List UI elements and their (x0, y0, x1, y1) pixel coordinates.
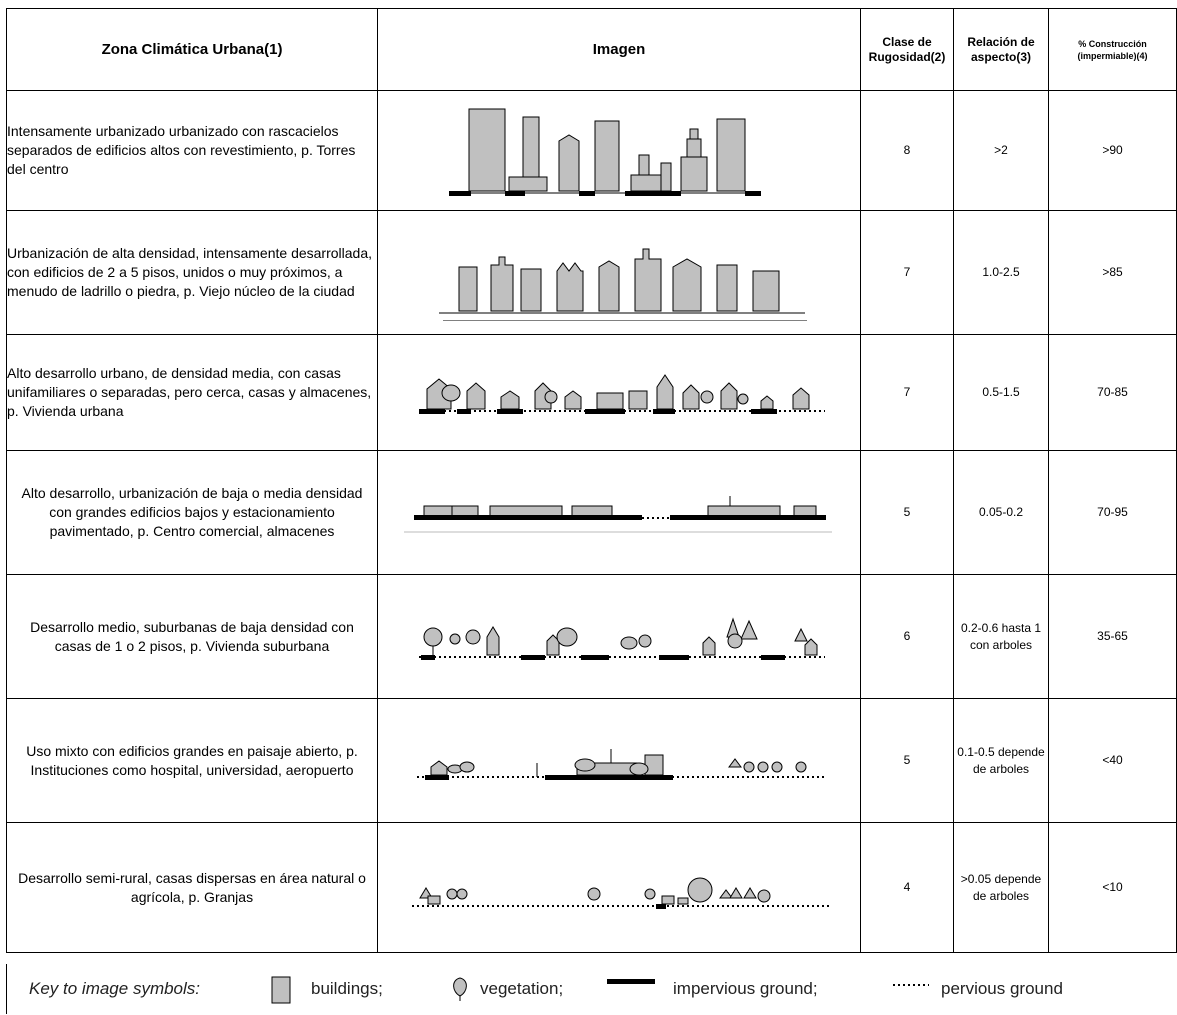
key-label: Key to image symbols: (29, 979, 201, 998)
zone-description: Desarrollo semi-rural, casas dispersas en área natural o agrícola, p. Granjas (7, 823, 378, 953)
suburban-illustration (378, 575, 861, 699)
vegetation-symbol-icon (450, 974, 470, 1002)
construction-percent: <40 (1049, 699, 1177, 823)
aspect-ratio: 0.2-0.6 hasta 1 con arboles (954, 575, 1049, 699)
urban-climate-zone-table (6, 8, 1177, 953)
tall-towers-illustration (378, 91, 861, 211)
construction-percent: <10 (1049, 823, 1177, 953)
key-impervious: impervious ground; (673, 979, 818, 998)
header-zone: Zona Climática Urbana(1) (7, 9, 378, 91)
zone-description: Intensamente urbanizado urbanizado con rascacielos separados de edificios altos con revestimiento, p. Torres del centro (7, 91, 378, 211)
construction-percent: 70-95 (1049, 451, 1177, 575)
table-row (7, 699, 1177, 823)
table-row (7, 211, 1177, 335)
dense-midrise-illustration (378, 211, 861, 335)
roughness-class: 7 (861, 211, 954, 335)
table-row (7, 451, 1177, 575)
table-row (7, 823, 1177, 953)
zone-description: Urbanización de alta densidad, intensamente desarrollada, con edificios de 2 a 5 pisos, unidos o muy próximos, a menudo de ladrillo o piedra, p. Viejo núcleo de la ciudad (7, 211, 378, 335)
key-vegetation: vegetation; (480, 979, 564, 998)
roughness-class: 4 (861, 823, 954, 953)
construction-percent: >90 (1049, 91, 1177, 211)
pervious-ground-icon (893, 982, 933, 988)
lowrise-commercial-illustration (378, 451, 861, 575)
header-image: Imagen (378, 9, 861, 91)
roughness-class: 7 (861, 335, 954, 451)
roughness-class: 5 (861, 699, 954, 823)
impervious-ground-icon (607, 978, 657, 986)
header-row (7, 9, 1177, 91)
table-row (7, 575, 1177, 699)
aspect-ratio: >0.05 depende de arboles (954, 823, 1049, 953)
semi-rural-illustration (378, 823, 861, 953)
table-row (7, 91, 1177, 211)
image-symbol-key (6, 964, 1177, 1014)
houses-illustration (378, 335, 861, 451)
header-construction: % Construcción (impermiable)(4) (1049, 9, 1177, 91)
zone-description: Alto desarrollo, urbanización de baja o media densidad con grandes edificios bajos y estacionamiento pavimentado, p. Centro comercial, almacenes (7, 451, 378, 575)
aspect-ratio: 0.05-0.2 (954, 451, 1049, 575)
table-row (7, 335, 1177, 451)
key-pervious: pervious ground (941, 979, 1063, 998)
construction-percent: 70-85 (1049, 335, 1177, 451)
aspect-ratio: 1.0-2.5 (954, 211, 1049, 335)
aspect-ratio: 0.1-0.5 depende de arboles (954, 699, 1049, 823)
aspect-ratio: 0.5-1.5 (954, 335, 1049, 451)
roughness-class: 5 (861, 451, 954, 575)
zone-description: Uso mixto con edificios grandes en paisaje abierto, p. Instituciones como hospital, universidad, aeropuerto (7, 699, 378, 823)
roughness-class: 8 (861, 91, 954, 211)
mixed-use-illustration (378, 699, 861, 823)
construction-percent: >85 (1049, 211, 1177, 335)
building-symbol-icon (271, 976, 291, 1004)
zone-description: Alto desarrollo urbano, de densidad media, con casas unifamiliares o separadas, pero cerca, casas y almacenes, p. Vivienda urbana (7, 335, 378, 451)
key-buildings: buildings; (311, 979, 383, 998)
zone-description: Desarrollo medio, suburbanas de baja densidad con casas de 1 o 2 pisos, p. Vivienda suburbana (7, 575, 378, 699)
roughness-class: 6 (861, 575, 954, 699)
header-aspect: Relación de aspecto(3) (954, 9, 1049, 91)
header-roughness: Clase de Rugosidad(2) (861, 9, 954, 91)
aspect-ratio: >2 (954, 91, 1049, 211)
construction-percent: 35-65 (1049, 575, 1177, 699)
